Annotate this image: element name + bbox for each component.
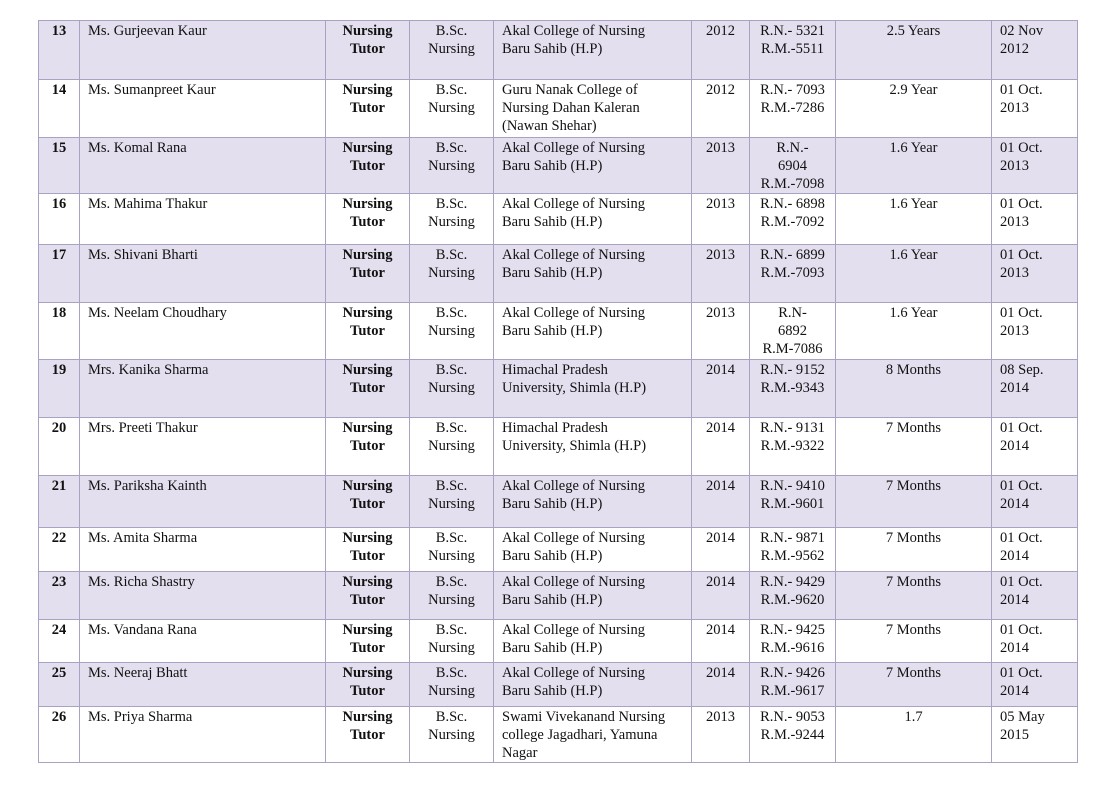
experience-cell: 7 Months [836, 572, 992, 620]
joining-date-cell [992, 663, 1078, 707]
designation-cell [326, 80, 410, 138]
qualification-line: B.Sc. [435, 420, 468, 436]
qualification-line: B.Sc. [435, 196, 468, 212]
designation-line: Nursing [342, 574, 393, 590]
joining-date-line: 2013 [1000, 158, 1029, 174]
name-cell: Ms. Richa Shastry [80, 572, 326, 620]
qualification-line: B.Sc. [435, 665, 468, 681]
registration-line: R.N.- 7093 [760, 82, 825, 98]
registration-cell [750, 572, 836, 620]
qualification-line: Nursing [428, 380, 475, 396]
qualification-line: B.Sc. [435, 574, 468, 590]
designation-line: Nursing [342, 305, 393, 321]
qualification-cell [410, 620, 494, 663]
registration-line: R.M.-9616 [760, 640, 825, 656]
designation-cell [326, 418, 410, 476]
qualification-line: B.Sc. [435, 709, 468, 725]
joining-date-line: 01 Oct. [1000, 140, 1043, 156]
institute-cell [494, 21, 692, 80]
experience-cell: 1.6 Year [836, 303, 992, 360]
joining-date-cell [992, 707, 1078, 763]
name-cell: Ms. Pariksha Kainth [80, 476, 326, 528]
institute-line: Baru Sahib (H.P) [502, 214, 603, 230]
institute-line: Baru Sahib (H.P) [502, 41, 603, 57]
registration-cell [750, 194, 836, 245]
registration-line: R.N.- 9426 [760, 665, 825, 681]
registration-line: 6904 [778, 158, 807, 174]
qualification-cell [410, 476, 494, 528]
qualification-cell [410, 707, 494, 763]
experience-cell: 1.6 Year [836, 245, 992, 303]
serial-number-cell: 23 [39, 572, 80, 620]
joining-date-line: 2014 [1000, 640, 1029, 656]
qualification-line: Nursing [428, 683, 475, 699]
institute-line: Himachal Pradesh [502, 362, 608, 378]
joining-date-cell [992, 80, 1078, 138]
institute-cell [494, 138, 692, 194]
name-cell: Ms. Neelam Choudhary [80, 303, 326, 360]
designation-cell [326, 303, 410, 360]
year-cell: 2013 [692, 194, 750, 245]
joining-date-cell [992, 418, 1078, 476]
registration-line: R.M.-9617 [760, 683, 825, 699]
year-cell: 2014 [692, 528, 750, 572]
institute-line: University, Shimla (H.P) [502, 380, 647, 396]
year-cell: 2014 [692, 572, 750, 620]
name-cell: Mrs. Preeti Thakur [80, 418, 326, 476]
registration-line: R.N.- 9429 [760, 574, 825, 590]
institute-line: Akal College of Nursing [502, 478, 645, 494]
qualification-cell [410, 572, 494, 620]
institute-line: Akal College of Nursing [502, 196, 645, 212]
serial-number-cell: 21 [39, 476, 80, 528]
qualification-line: Nursing [428, 548, 475, 564]
designation-line: Tutor [350, 592, 385, 608]
designation-line: Nursing [342, 362, 393, 378]
table-row [39, 476, 1078, 528]
experience-cell: 8 Months [836, 360, 992, 418]
registration-cell [750, 620, 836, 663]
joining-date-line: 05 May [1000, 709, 1045, 725]
serial-number-cell: 17 [39, 245, 80, 303]
faculty-table [38, 20, 1078, 763]
joining-date-line: 01 Oct. [1000, 247, 1043, 263]
designation-line: Tutor [350, 100, 385, 116]
joining-date-line: 2013 [1000, 214, 1029, 230]
designation-line: Tutor [350, 683, 385, 699]
serial-number-cell: 25 [39, 663, 80, 707]
name-cell: Ms. Gurjeevan Kaur [80, 21, 326, 80]
qualification-line: B.Sc. [435, 622, 468, 638]
experience-cell: 7 Months [836, 620, 992, 663]
registration-line: R.M.-7092 [760, 214, 825, 230]
qualification-line: Nursing [428, 214, 475, 230]
table-row [39, 245, 1078, 303]
qualification-cell [410, 21, 494, 80]
year-cell: 2013 [692, 138, 750, 194]
qualification-line: Nursing [428, 496, 475, 512]
registration-line: R.N.- 9152 [760, 362, 825, 378]
qualification-cell [410, 303, 494, 360]
institute-cell [494, 707, 692, 763]
institute-line: Akal College of Nursing [502, 530, 645, 546]
table-row [39, 707, 1078, 763]
institute-line: Himachal Pradesh [502, 420, 608, 436]
qualification-line: Nursing [428, 41, 475, 57]
registration-cell [750, 418, 836, 476]
joining-date-line: 2014 [1000, 548, 1029, 564]
registration-line: R.M.-7093 [760, 265, 825, 281]
registration-cell [750, 663, 836, 707]
institute-cell [494, 663, 692, 707]
qualification-cell [410, 194, 494, 245]
name-cell: Ms. Amita Sharma [80, 528, 326, 572]
year-cell: 2014 [692, 360, 750, 418]
institute-line: Akal College of Nursing [502, 23, 645, 39]
qualification-line: B.Sc. [435, 478, 468, 494]
joining-date-line: 01 Oct. [1000, 196, 1043, 212]
designation-line: Nursing [342, 709, 393, 725]
table-row [39, 138, 1078, 194]
institute-cell [494, 303, 692, 360]
registration-line: R.N- [778, 305, 807, 321]
designation-line: Nursing [342, 622, 393, 638]
year-cell: 2013 [692, 707, 750, 763]
joining-date-cell [992, 620, 1078, 663]
joining-date-line: 2013 [1000, 265, 1029, 281]
registration-line: R.M-7086 [762, 341, 823, 357]
serial-number-cell: 19 [39, 360, 80, 418]
designation-line: Tutor [350, 265, 385, 281]
joining-date-line: 01 Oct. [1000, 305, 1043, 321]
registration-cell [750, 707, 836, 763]
joining-date-line: 08 Sep. [1000, 362, 1044, 378]
joining-date-cell [992, 138, 1078, 194]
designation-cell [326, 663, 410, 707]
designation-cell [326, 138, 410, 194]
institute-line: Akal College of Nursing [502, 622, 645, 638]
qualification-line: Nursing [428, 438, 475, 454]
institute-line: Akal College of Nursing [502, 574, 645, 590]
serial-number-cell: 22 [39, 528, 80, 572]
registration-line: R.N.- 9131 [760, 420, 825, 436]
institute-line: college Jagadhari, Yamuna [502, 727, 658, 743]
experience-cell: 7 Months [836, 528, 992, 572]
designation-line: Nursing [342, 140, 393, 156]
institute-cell [494, 245, 692, 303]
registration-line: R.N.- 6898 [760, 196, 825, 212]
institute-cell [494, 572, 692, 620]
experience-cell: 1.6 Year [836, 138, 992, 194]
registration-line: R.N.- 9410 [760, 478, 825, 494]
registration-line: R.M.-5511 [760, 41, 825, 57]
qualification-line: B.Sc. [435, 247, 468, 263]
table-row [39, 572, 1078, 620]
joining-date-line: 2014 [1000, 438, 1029, 454]
designation-line: Tutor [350, 640, 385, 656]
table-row [39, 80, 1078, 138]
registration-line: R.N.- 9871 [760, 530, 825, 546]
joining-date-cell [992, 476, 1078, 528]
serial-number-cell: 15 [39, 138, 80, 194]
institute-line: Akal College of Nursing [502, 140, 645, 156]
registration-line: R.M.-9244 [760, 727, 825, 743]
registration-cell [750, 528, 836, 572]
experience-cell: 7 Months [836, 663, 992, 707]
qualification-line: Nursing [428, 100, 475, 116]
table-row [39, 21, 1078, 80]
joining-date-line: 01 Oct. [1000, 82, 1043, 98]
joining-date-cell [992, 245, 1078, 303]
table-row [39, 303, 1078, 360]
designation-line: Tutor [350, 727, 385, 743]
registration-line: R.N.- 9425 [760, 622, 825, 638]
registration-line: R.N.- 5321 [760, 23, 825, 39]
designation-line: Tutor [350, 323, 385, 339]
institute-line: Baru Sahib (H.P) [502, 548, 603, 564]
joining-date-cell [992, 21, 1078, 80]
institute-cell [494, 528, 692, 572]
institute-cell [494, 476, 692, 528]
designation-line: Nursing [342, 23, 393, 39]
serial-number-cell: 18 [39, 303, 80, 360]
qualification-line: B.Sc. [435, 530, 468, 546]
experience-cell: 2.5 Years [836, 21, 992, 80]
registration-line: R.M.-7286 [760, 100, 825, 116]
faculty-table-page [38, 20, 1078, 763]
joining-date-line: 2014 [1000, 592, 1029, 608]
registration-line: R.N.- 6899 [760, 247, 825, 263]
joining-date-cell [992, 572, 1078, 620]
joining-date-cell [992, 360, 1078, 418]
year-cell: 2014 [692, 620, 750, 663]
year-cell: 2013 [692, 245, 750, 303]
table-row [39, 194, 1078, 245]
institute-cell [494, 418, 692, 476]
joining-date-line: 01 Oct. [1000, 665, 1043, 681]
qualification-cell [410, 528, 494, 572]
joining-date-line: 01 Oct. [1000, 574, 1043, 590]
qualification-line: Nursing [428, 158, 475, 174]
name-cell: Ms. Mahima Thakur [80, 194, 326, 245]
registration-cell [750, 303, 836, 360]
qualification-line: Nursing [428, 265, 475, 281]
designation-line: Tutor [350, 214, 385, 230]
designation-line: Tutor [350, 380, 385, 396]
year-cell: 2012 [692, 80, 750, 138]
registration-line: R.M.-7098 [760, 176, 825, 192]
qualification-cell [410, 80, 494, 138]
joining-date-line: 2014 [1000, 380, 1029, 396]
qualification-line: B.Sc. [435, 305, 468, 321]
experience-cell: 7 Months [836, 418, 992, 476]
registration-line: R.M.-9601 [760, 496, 825, 512]
designation-line: Tutor [350, 438, 385, 454]
table-row [39, 418, 1078, 476]
name-cell: Mrs. Kanika Sharma [80, 360, 326, 418]
year-cell: 2013 [692, 303, 750, 360]
registration-line: R.N.- [776, 140, 809, 156]
name-cell: Ms. Shivani Bharti [80, 245, 326, 303]
designation-cell [326, 360, 410, 418]
designation-line: Nursing [342, 82, 393, 98]
year-cell: 2014 [692, 476, 750, 528]
qualification-cell [410, 663, 494, 707]
table-row [39, 528, 1078, 572]
table-row [39, 663, 1078, 707]
institute-line: Baru Sahib (H.P) [502, 592, 603, 608]
qualification-cell [410, 245, 494, 303]
serial-number-cell: 13 [39, 21, 80, 80]
joining-date-line: 2013 [1000, 323, 1029, 339]
registration-cell [750, 476, 836, 528]
qualification-line: B.Sc. [435, 140, 468, 156]
designation-line: Nursing [342, 420, 393, 436]
registration-cell [750, 80, 836, 138]
designation-cell [326, 245, 410, 303]
institute-line: (Nawan Shehar) [502, 118, 597, 134]
joining-date-line: 01 Oct. [1000, 420, 1043, 436]
registration-cell [750, 21, 836, 80]
name-cell: Ms. Neeraj Bhatt [80, 663, 326, 707]
designation-cell [326, 528, 410, 572]
joining-date-cell [992, 303, 1078, 360]
designation-line: Tutor [350, 41, 385, 57]
joining-date-line: 01 Oct. [1000, 530, 1043, 546]
institute-line: Akal College of Nursing [502, 247, 645, 263]
name-cell: Ms. Sumanpreet Kaur [80, 80, 326, 138]
serial-number-cell: 16 [39, 194, 80, 245]
experience-cell: 7 Months [836, 476, 992, 528]
joining-date-line: 2014 [1000, 496, 1029, 512]
designation-line: Nursing [342, 665, 393, 681]
designation-cell [326, 572, 410, 620]
institute-cell [494, 194, 692, 245]
qualification-cell [410, 360, 494, 418]
registration-line: R.M.-9343 [760, 380, 825, 396]
registration-cell [750, 360, 836, 418]
year-cell: 2014 [692, 663, 750, 707]
institute-line: Guru Nanak College of [502, 82, 638, 98]
qualification-line: Nursing [428, 323, 475, 339]
institute-cell [494, 620, 692, 663]
designation-line: Nursing [342, 247, 393, 263]
registration-line: R.M.-9322 [760, 438, 825, 454]
designation-line: Nursing [342, 478, 393, 494]
designation-line: Nursing [342, 196, 393, 212]
name-cell: Ms. Vandana Rana [80, 620, 326, 663]
institute-cell [494, 80, 692, 138]
designation-line: Tutor [350, 496, 385, 512]
institute-line: Baru Sahib (H.P) [502, 640, 603, 656]
serial-number-cell: 14 [39, 80, 80, 138]
designation-cell [326, 194, 410, 245]
institute-cell [494, 360, 692, 418]
joining-date-line: 2013 [1000, 100, 1029, 116]
table-row [39, 360, 1078, 418]
institute-line: Baru Sahib (H.P) [502, 265, 603, 281]
qualification-line: B.Sc. [435, 23, 468, 39]
registration-line: R.N.- 9053 [760, 709, 825, 725]
designation-cell [326, 707, 410, 763]
name-cell: Ms. Priya Sharma [80, 707, 326, 763]
institute-line: Baru Sahib (H.P) [502, 323, 603, 339]
registration-line: 6892 [778, 323, 807, 339]
institute-line: Nagar [502, 745, 538, 761]
institute-line: Nursing Dahan Kaleran [502, 100, 640, 116]
qualification-line: Nursing [428, 727, 475, 743]
designation-line: Tutor [350, 158, 385, 174]
institute-line: Baru Sahib (H.P) [502, 683, 603, 699]
designation-cell [326, 21, 410, 80]
joining-date-line: 01 Oct. [1000, 478, 1043, 494]
experience-cell: 1.6 Year [836, 194, 992, 245]
joining-date-cell [992, 528, 1078, 572]
qualification-cell [410, 418, 494, 476]
registration-line: R.M.-9620 [760, 592, 825, 608]
year-cell: 2012 [692, 21, 750, 80]
institute-line: Swami Vivekanand Nursing [502, 709, 666, 725]
joining-date-line: 01 Oct. [1000, 622, 1043, 638]
joining-date-cell [992, 194, 1078, 245]
joining-date-line: 2012 [1000, 41, 1029, 57]
institute-line: Akal College of Nursing [502, 665, 645, 681]
joining-date-line: 2014 [1000, 683, 1029, 699]
institute-line: Akal College of Nursing [502, 305, 645, 321]
designation-cell [326, 476, 410, 528]
institute-line: University, Shimla (H.P) [502, 438, 647, 454]
registration-cell [750, 245, 836, 303]
joining-date-line: 02 Nov [1000, 23, 1044, 39]
serial-number-cell: 24 [39, 620, 80, 663]
designation-line: Nursing [342, 530, 393, 546]
table-row [39, 620, 1078, 663]
qualification-line: Nursing [428, 640, 475, 656]
designation-cell [326, 620, 410, 663]
serial-number-cell: 20 [39, 418, 80, 476]
institute-line: Baru Sahib (H.P) [502, 496, 603, 512]
experience-cell: 2.9 Year [836, 80, 992, 138]
qualification-line: B.Sc. [435, 82, 468, 98]
experience-cell: 1.7 [836, 707, 992, 763]
name-cell: Ms. Komal Rana [80, 138, 326, 194]
qualification-line: B.Sc. [435, 362, 468, 378]
serial-number-cell: 26 [39, 707, 80, 763]
year-cell: 2014 [692, 418, 750, 476]
registration-line: R.M.-9562 [760, 548, 825, 564]
joining-date-line: 2015 [1000, 727, 1029, 743]
faculty-table-body [39, 21, 1078, 763]
registration-cell [750, 138, 836, 194]
qualification-line: Nursing [428, 592, 475, 608]
institute-line: Baru Sahib (H.P) [502, 158, 603, 174]
qualification-cell [410, 138, 494, 194]
designation-line: Tutor [350, 548, 385, 564]
